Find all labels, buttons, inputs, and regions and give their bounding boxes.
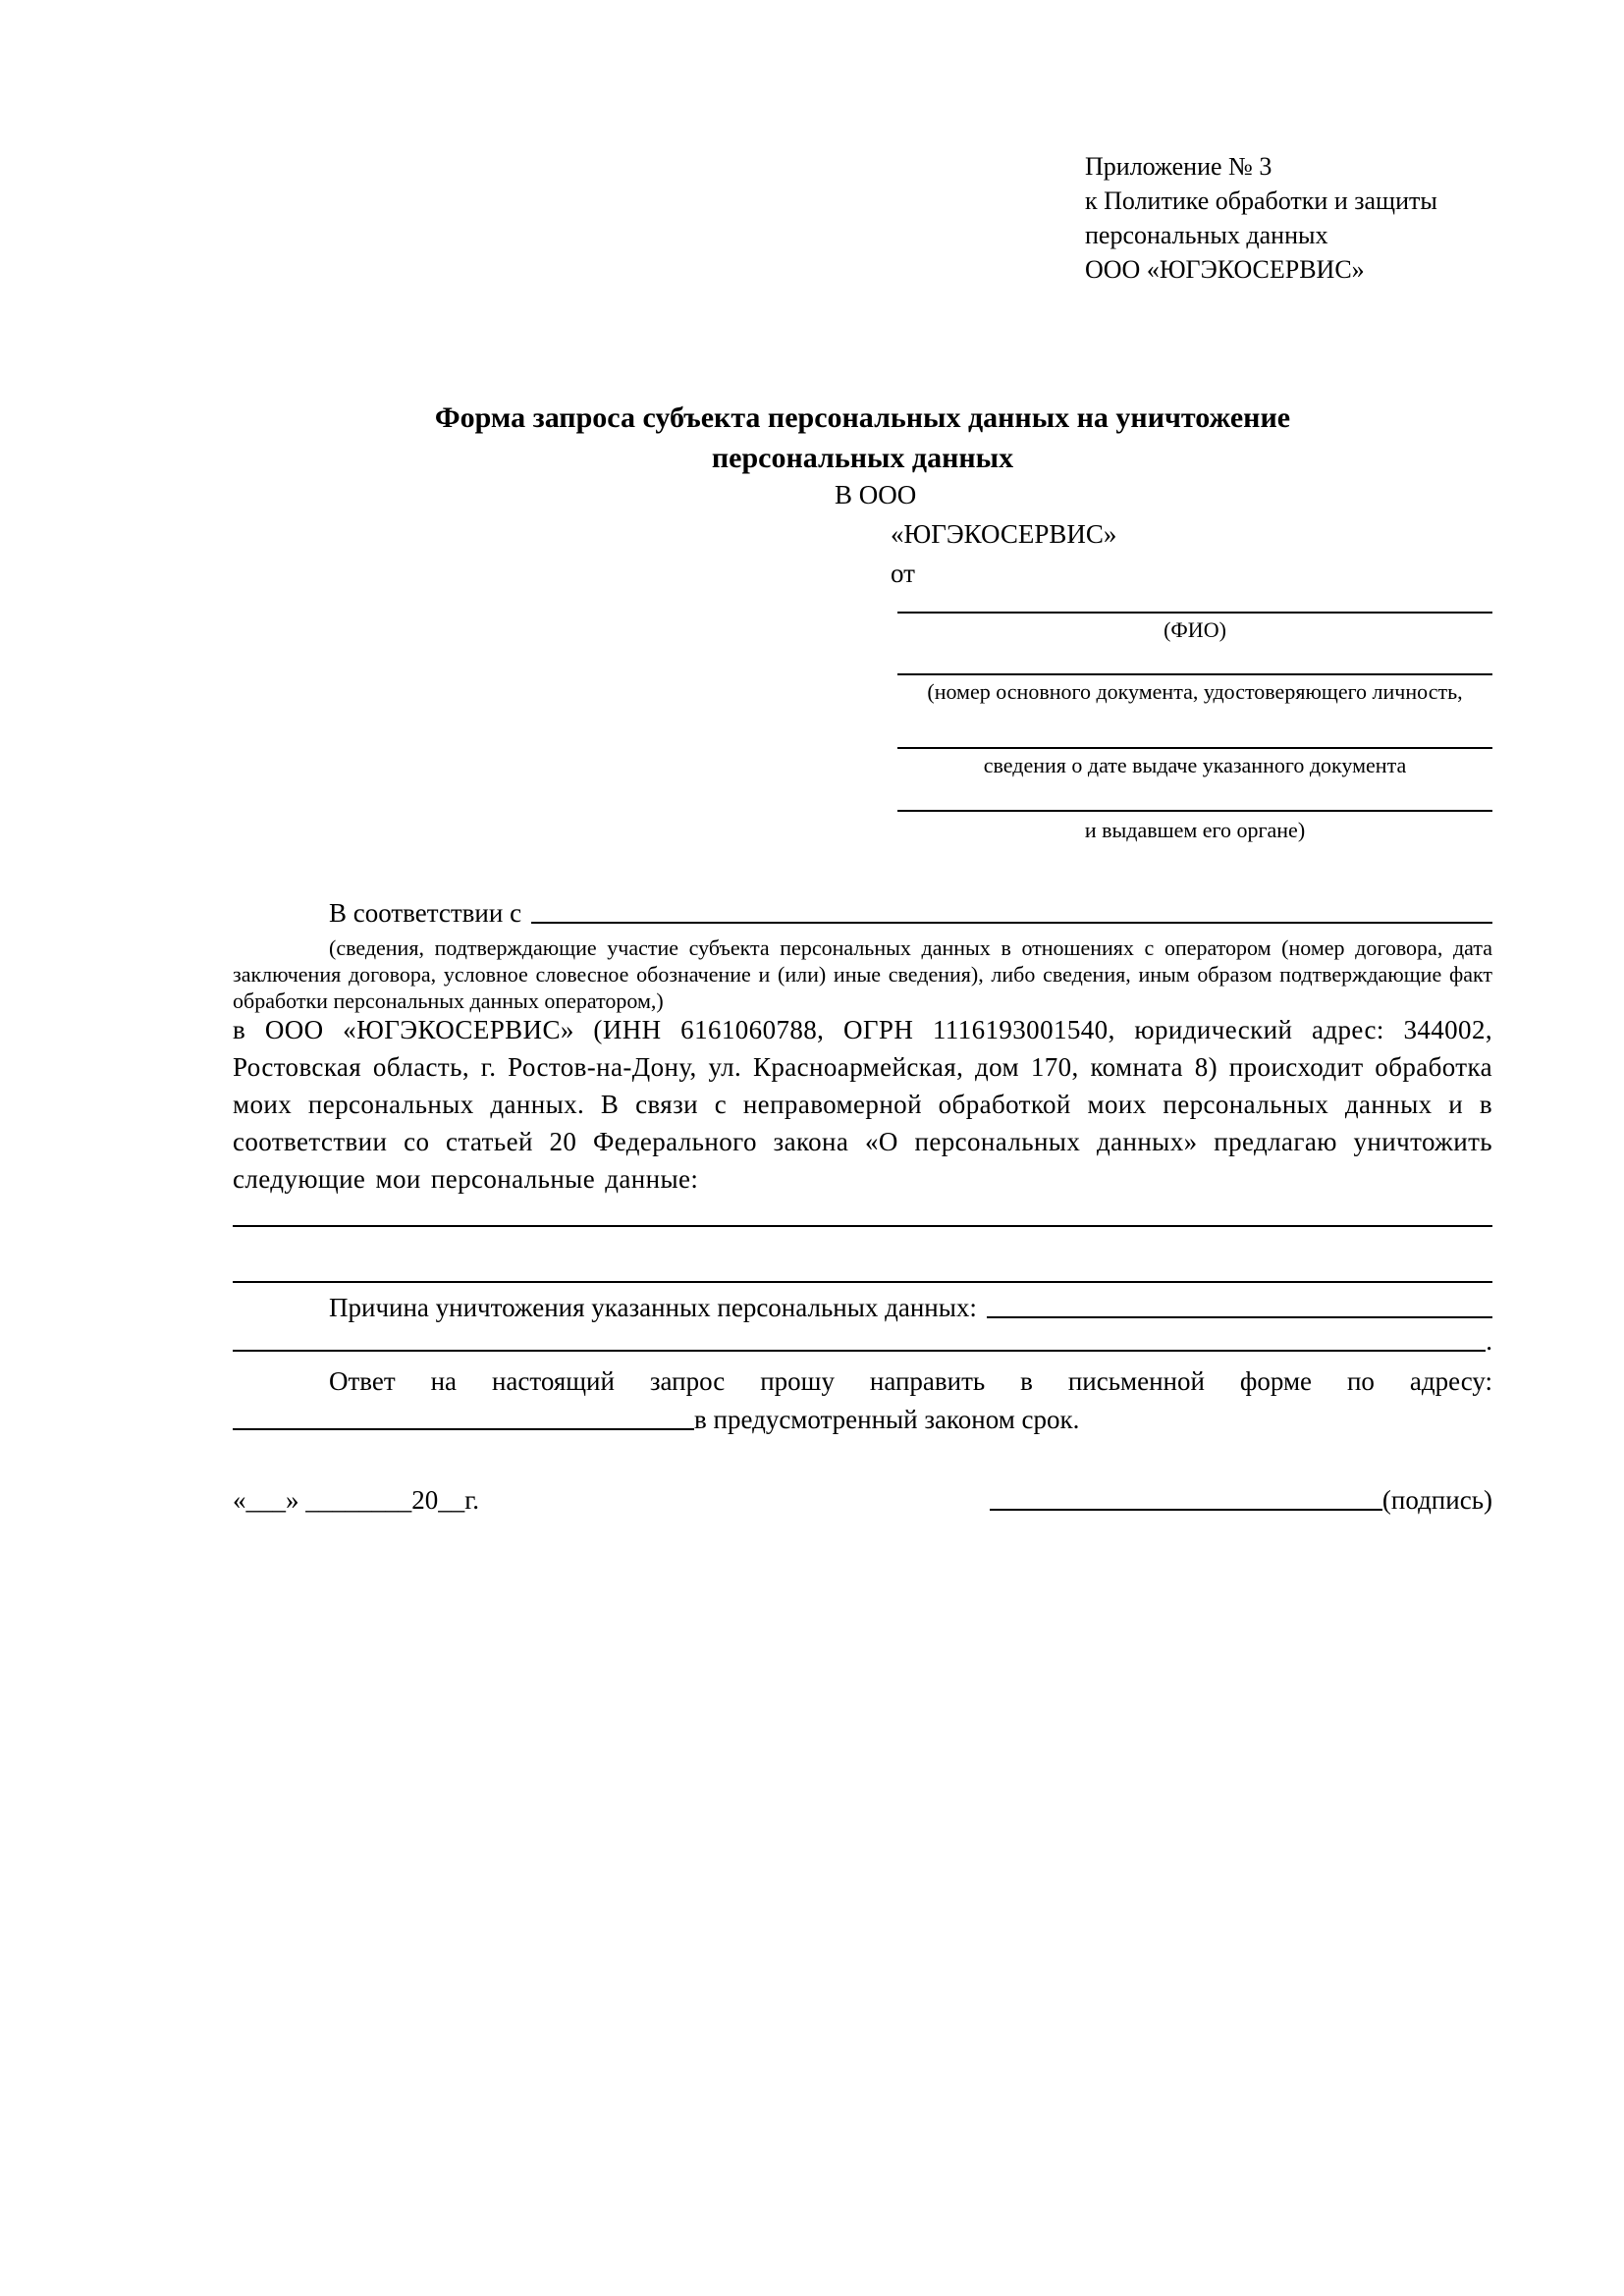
title-line-1: Форма запроса субъекта персональных данных на уничтожение bbox=[434, 401, 1291, 434]
addressee-to-prefix: В ООО bbox=[835, 480, 917, 509]
reason-period: . bbox=[1486, 1326, 1492, 1356]
title-line-2: персональных данных bbox=[711, 442, 1014, 474]
signature-blank-line bbox=[990, 1509, 1382, 1511]
policy-reference-line: к Политике обработки и защиты bbox=[1085, 187, 1437, 215]
reason-blank-line bbox=[987, 1316, 1492, 1318]
reason-continuation-row bbox=[233, 1325, 1492, 1357]
reason-continuation-blank-line bbox=[233, 1350, 1486, 1352]
addressee-org-name: «ЮГЭКОСЕРВИС» bbox=[891, 519, 1117, 549]
reason-prefix: Причина уничтожения указанных персональных данных: bbox=[329, 1293, 977, 1322]
fio-caption: (ФИО) bbox=[1164, 617, 1226, 642]
reply-suffix: в предусмотренный законом срок. bbox=[694, 1405, 1080, 1434]
issue-date-caption: сведения о дате выдаче указанного документа bbox=[983, 753, 1407, 777]
appendix-header bbox=[1085, 149, 1437, 287]
doc-number-caption: (номер основного документа, удостоверяющего личность, bbox=[927, 679, 1463, 704]
addressee-from-label: от bbox=[891, 559, 915, 588]
signature-caption: (подпись) bbox=[1381, 1485, 1492, 1515]
fio-blank-line bbox=[897, 612, 1492, 614]
appendix-number-line: Приложение № 3 bbox=[1085, 152, 1272, 181]
issuer-blank-line bbox=[897, 810, 1492, 812]
reply-address-blank-line bbox=[233, 1428, 694, 1430]
accordance-note: (сведения, подтверждающие участие субъекта персональных данных в отношениях с оператором (номер договора, дата заключения договора, условное словесное обозначение и (или) иные сведения), либо сведения, иным образом подтверждающие факт обработки персональных данных оператором,) bbox=[233, 935, 1492, 1013]
doc-number-blank-line bbox=[897, 673, 1492, 675]
accordance-blank-line bbox=[531, 922, 1492, 924]
organization-name-line: ООО «ЮГЭКОСЕРВИС» bbox=[1085, 255, 1365, 284]
reason-row bbox=[233, 1292, 1492, 1323]
issuer-caption: и выдавшем его органе) bbox=[1084, 818, 1306, 842]
document-title bbox=[233, 398, 1492, 478]
reply-line-2 bbox=[233, 1404, 1492, 1435]
main-paragraph: в ООО «ЮГЭКОСЕРВИС» (ИНН 6161060788, ОГРН 1116193001540, юридический адрес: 344002, Ростовская область, г. Ростов-на-Дону, ул. Красноармейская, дом 170, комната 8) происходит обработка моих персональных данных. В связи с неправомерной обработкой моих персональных данных и в соответствии со статьей 20 Федерального закона «О персональных данных» предлагаю уничтожить следующие мои персональные данные: bbox=[233, 1015, 1492, 1194]
issue-date-blank-line bbox=[897, 747, 1492, 749]
policy-reference-line-2: персональных данных bbox=[1085, 221, 1328, 249]
date-blank: «___» ________20__г. bbox=[233, 1485, 480, 1515]
accordance-row bbox=[233, 897, 1492, 929]
data-blank-line-1 bbox=[233, 1225, 1492, 1227]
reply-line-1: Ответ на настоящий запрос прошу направить в письменной форме по адресу: bbox=[329, 1366, 1492, 1396]
accordance-prefix: В соответствии с bbox=[329, 898, 522, 928]
signature-group bbox=[990, 1485, 1492, 1516]
data-blank-line-2 bbox=[233, 1281, 1492, 1283]
date-signature-row bbox=[233, 1482, 1492, 1516]
